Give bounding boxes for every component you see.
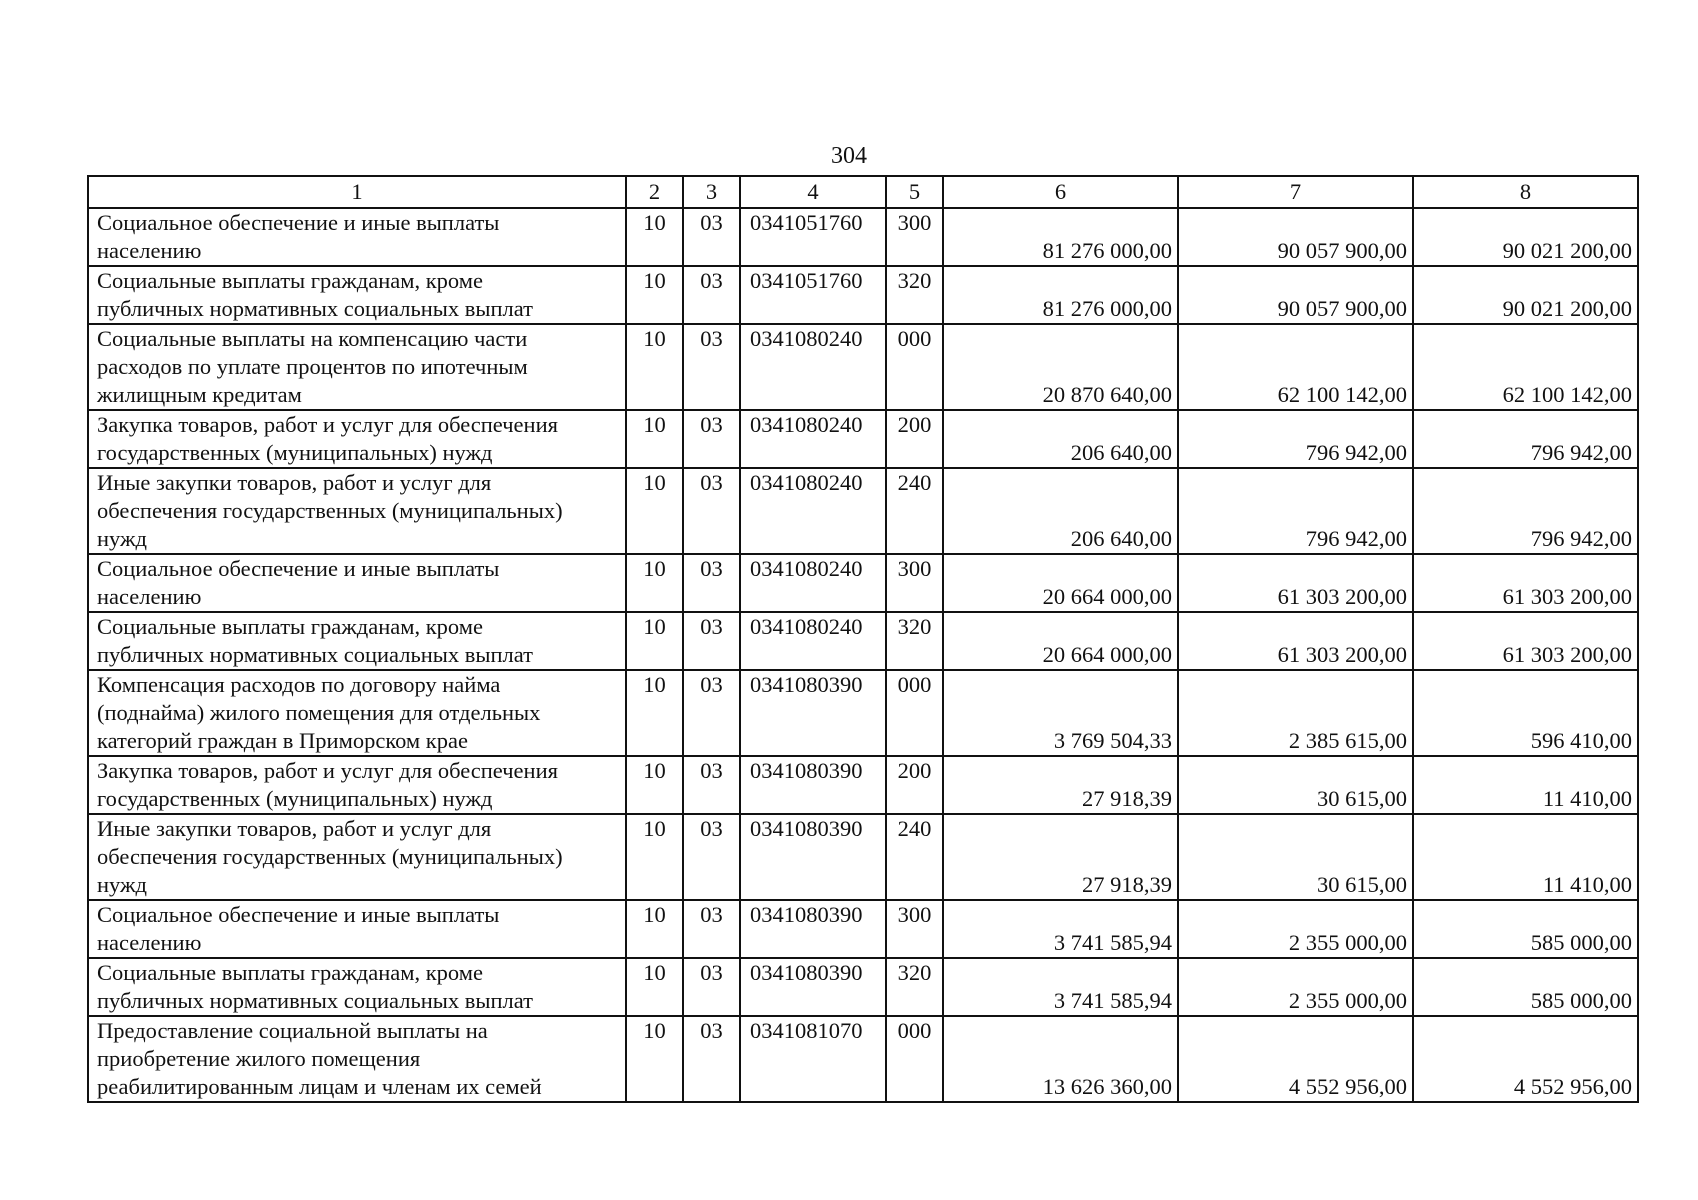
amount-cell-8: 4 552 956,00 xyxy=(1413,1016,1638,1102)
target-article-cell: 0341080240 xyxy=(740,410,886,468)
row-name-line: Иные закупки товаров, работ и услуг для xyxy=(97,470,492,495)
row-name-line: Социальные выплаты гражданам, кроме xyxy=(97,960,483,985)
amount-cell-6: 20 870 640,00 xyxy=(943,324,1178,410)
expense-type-cell: 300 xyxy=(886,208,943,266)
row-name-line: жилищным кредитам xyxy=(97,382,302,407)
row-name-cell xyxy=(88,410,626,468)
budget-table xyxy=(87,175,1639,1103)
amount-cell-8: 11 410,00 xyxy=(1413,756,1638,814)
row-name-cell xyxy=(88,756,626,814)
column-header-2: 2 xyxy=(626,176,683,208)
row-name-line: нужд xyxy=(97,872,147,897)
table-row xyxy=(88,1016,1638,1102)
section-code-cell: 10 xyxy=(626,670,683,756)
amount-cell-6: 3 741 585,94 xyxy=(943,900,1178,958)
amount-cell-6: 20 664 000,00 xyxy=(943,554,1178,612)
row-name-line: Закупка товаров, работ и услуг для обеспечения xyxy=(97,758,558,783)
row-name-line: Компенсация расходов по договору найма xyxy=(97,672,501,697)
row-name-cell xyxy=(88,266,626,324)
row-name-line: приобретение жилого помещения xyxy=(97,1046,421,1071)
row-name-line: публичных нормативных социальных выплат xyxy=(97,296,533,321)
amount-cell-6: 13 626 360,00 xyxy=(943,1016,1178,1102)
target-article-cell: 0341080390 xyxy=(740,958,886,1016)
table-row xyxy=(88,670,1638,756)
section-code-cell: 10 xyxy=(626,814,683,900)
table-row xyxy=(88,612,1638,670)
table-row xyxy=(88,814,1638,900)
subsection-code-cell: 03 xyxy=(683,1016,740,1102)
amount-cell-6: 3 769 504,33 xyxy=(943,670,1178,756)
amount-cell-7: 796 942,00 xyxy=(1178,468,1413,554)
column-header-8: 8 xyxy=(1413,176,1638,208)
row-name-line: обеспечения государственных (муниципальных) xyxy=(97,844,563,869)
column-header-1: 1 xyxy=(88,176,626,208)
amount-cell-7: 796 942,00 xyxy=(1178,410,1413,468)
subsection-code-cell: 03 xyxy=(683,900,740,958)
row-name-line: населению xyxy=(97,584,202,609)
expense-type-cell: 000 xyxy=(886,324,943,410)
row-name-cell xyxy=(88,208,626,266)
expense-type-cell: 200 xyxy=(886,756,943,814)
subsection-code-cell: 03 xyxy=(683,670,740,756)
row-name-line: Предоставление социальной выплаты на xyxy=(97,1018,488,1043)
column-header-5: 5 xyxy=(886,176,943,208)
row-name-line: Закупка товаров, работ и услуг для обеспечения xyxy=(97,412,558,437)
section-code-cell: 10 xyxy=(626,266,683,324)
amount-cell-7: 30 615,00 xyxy=(1178,756,1413,814)
subsection-code-cell: 03 xyxy=(683,756,740,814)
table-row xyxy=(88,266,1638,324)
row-name-cell xyxy=(88,958,626,1016)
row-name-line: расходов по уплате процентов по ипотечным xyxy=(97,354,528,379)
expense-type-cell: 000 xyxy=(886,670,943,756)
column-header-6: 6 xyxy=(943,176,1178,208)
row-name-cell xyxy=(88,554,626,612)
section-code-cell: 10 xyxy=(626,1016,683,1102)
table-row xyxy=(88,468,1638,554)
expense-type-cell: 320 xyxy=(886,266,943,324)
amount-cell-6: 3 741 585,94 xyxy=(943,958,1178,1016)
amount-cell-8: 796 942,00 xyxy=(1413,410,1638,468)
amount-cell-7: 61 303 200,00 xyxy=(1178,612,1413,670)
section-code-cell: 10 xyxy=(626,468,683,554)
expense-type-cell: 320 xyxy=(886,958,943,1016)
row-name-line: (поднайма) жилого помещения для отдельных xyxy=(97,700,541,725)
subsection-code-cell: 03 xyxy=(683,958,740,1016)
row-name-line: Социальное обеспечение и иные выплаты xyxy=(97,210,500,235)
amount-cell-8: 585 000,00 xyxy=(1413,958,1638,1016)
section-code-cell: 10 xyxy=(626,554,683,612)
row-name-cell xyxy=(88,1016,626,1102)
row-name-cell xyxy=(88,468,626,554)
expense-type-cell: 200 xyxy=(886,410,943,468)
target-article-cell: 0341080240 xyxy=(740,554,886,612)
target-article-cell: 0341080390 xyxy=(740,900,886,958)
amount-cell-7: 4 552 956,00 xyxy=(1178,1016,1413,1102)
amount-cell-8: 90 021 200,00 xyxy=(1413,266,1638,324)
table-row xyxy=(88,324,1638,410)
row-name-line: государственных (муниципальных) нужд xyxy=(97,440,493,465)
row-name-line: реабилитированным лицам и членам их семей xyxy=(97,1074,542,1099)
page-number: 304 xyxy=(831,143,867,169)
target-article-cell: 0341080390 xyxy=(740,670,886,756)
section-code-cell: 10 xyxy=(626,612,683,670)
target-article-cell: 0341080240 xyxy=(740,324,886,410)
amount-cell-7: 62 100 142,00 xyxy=(1178,324,1413,410)
table-row xyxy=(88,900,1638,958)
row-name-line: населению xyxy=(97,238,202,263)
amount-cell-7: 2 355 000,00 xyxy=(1178,900,1413,958)
row-name-cell xyxy=(88,814,626,900)
amount-cell-7: 90 057 900,00 xyxy=(1178,266,1413,324)
amount-cell-8: 62 100 142,00 xyxy=(1413,324,1638,410)
amount-cell-6: 206 640,00 xyxy=(943,468,1178,554)
row-name-cell xyxy=(88,324,626,410)
subsection-code-cell: 03 xyxy=(683,468,740,554)
target-article-cell: 0341080390 xyxy=(740,756,886,814)
target-article-cell: 0341051760 xyxy=(740,208,886,266)
row-name-line: Социальное обеспечение и иные выплаты xyxy=(97,556,500,581)
table-row xyxy=(88,554,1638,612)
section-code-cell: 10 xyxy=(626,756,683,814)
amount-cell-8: 11 410,00 xyxy=(1413,814,1638,900)
target-article-cell: 0341080390 xyxy=(740,814,886,900)
subsection-code-cell: 03 xyxy=(683,814,740,900)
row-name-line: публичных нормативных социальных выплат xyxy=(97,988,533,1013)
amount-cell-8: 796 942,00 xyxy=(1413,468,1638,554)
row-name-cell xyxy=(88,612,626,670)
subsection-code-cell: 03 xyxy=(683,266,740,324)
amount-cell-6: 27 918,39 xyxy=(943,756,1178,814)
target-article-cell: 0341081070 xyxy=(740,1016,886,1102)
row-name-line: Социальные выплаты гражданам, кроме xyxy=(97,268,483,293)
table-row xyxy=(88,958,1638,1016)
section-code-cell: 10 xyxy=(626,324,683,410)
row-name-line: обеспечения государственных (муниципальных) xyxy=(97,498,563,523)
column-header-3: 3 xyxy=(683,176,740,208)
table-row xyxy=(88,756,1638,814)
amount-cell-8: 61 303 200,00 xyxy=(1413,612,1638,670)
amount-cell-6: 27 918,39 xyxy=(943,814,1178,900)
amount-cell-7: 30 615,00 xyxy=(1178,814,1413,900)
amount-cell-7: 2 385 615,00 xyxy=(1178,670,1413,756)
target-article-cell: 0341051760 xyxy=(740,266,886,324)
row-name-line: Социальные выплаты на компенсацию части xyxy=(97,326,528,351)
row-name-line: населению xyxy=(97,930,202,955)
expense-type-cell: 240 xyxy=(886,814,943,900)
row-name-line: категорий граждан в Приморском крае xyxy=(97,728,468,753)
subsection-code-cell: 03 xyxy=(683,324,740,410)
amount-cell-7: 61 303 200,00 xyxy=(1178,554,1413,612)
amount-cell-8: 596 410,00 xyxy=(1413,670,1638,756)
table-header-row xyxy=(88,176,1638,208)
subsection-code-cell: 03 xyxy=(683,410,740,468)
row-name-cell xyxy=(88,900,626,958)
amount-cell-6: 20 664 000,00 xyxy=(943,612,1178,670)
column-header-4: 4 xyxy=(740,176,886,208)
section-code-cell: 10 xyxy=(626,208,683,266)
amount-cell-7: 90 057 900,00 xyxy=(1178,208,1413,266)
section-code-cell: 10 xyxy=(626,900,683,958)
amount-cell-6: 206 640,00 xyxy=(943,410,1178,468)
amount-cell-8: 61 303 200,00 xyxy=(1413,554,1638,612)
subsection-code-cell: 03 xyxy=(683,554,740,612)
subsection-code-cell: 03 xyxy=(683,612,740,670)
row-name-line: Социальное обеспечение и иные выплаты xyxy=(97,902,500,927)
table-row xyxy=(88,410,1638,468)
expense-type-cell: 320 xyxy=(886,612,943,670)
row-name-line: Социальные выплаты гражданам, кроме xyxy=(97,614,483,639)
section-code-cell: 10 xyxy=(626,410,683,468)
row-name-line: нужд xyxy=(97,526,147,551)
row-name-line: публичных нормативных социальных выплат xyxy=(97,642,533,667)
expense-type-cell: 300 xyxy=(886,554,943,612)
section-code-cell: 10 xyxy=(626,958,683,1016)
row-name-cell xyxy=(88,670,626,756)
expense-type-cell: 240 xyxy=(886,468,943,554)
amount-cell-6: 81 276 000,00 xyxy=(943,208,1178,266)
row-name-line: государственных (муниципальных) нужд xyxy=(97,786,493,811)
target-article-cell: 0341080240 xyxy=(740,612,886,670)
amount-cell-8: 585 000,00 xyxy=(1413,900,1638,958)
expense-type-cell: 300 xyxy=(886,900,943,958)
subsection-code-cell: 03 xyxy=(683,208,740,266)
amount-cell-7: 2 355 000,00 xyxy=(1178,958,1413,1016)
column-header-7: 7 xyxy=(1178,176,1413,208)
table-row xyxy=(88,208,1638,266)
amount-cell-6: 81 276 000,00 xyxy=(943,266,1178,324)
amount-cell-8: 90 021 200,00 xyxy=(1413,208,1638,266)
expense-type-cell: 000 xyxy=(886,1016,943,1102)
row-name-line: Иные закупки товаров, работ и услуг для xyxy=(97,816,492,841)
target-article-cell: 0341080240 xyxy=(740,468,886,554)
